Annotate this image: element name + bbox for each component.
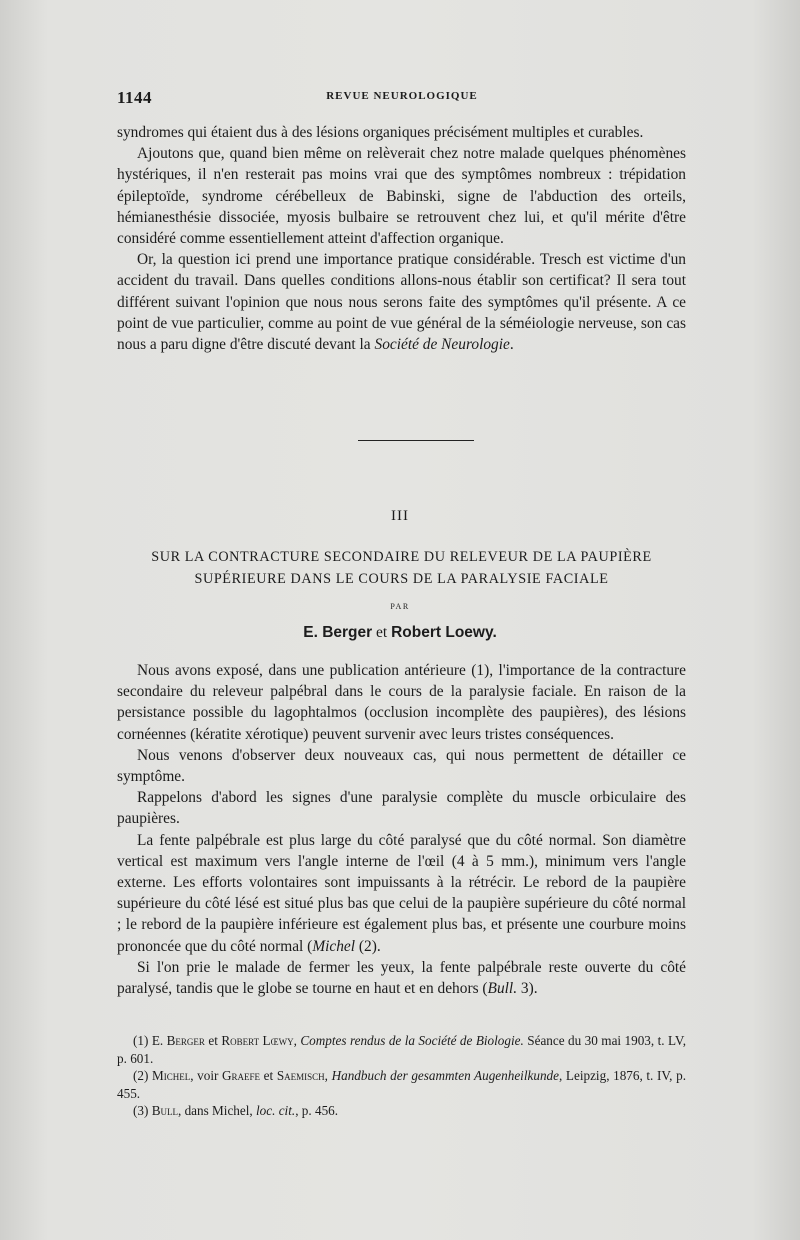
paragraph: La fente palpébrale est plus large du côté paralysé que du côté normal. Son diamètre vertical est maximum vers l'angle interne de l'œil (4 à 5 mm.), minimum vers l'angle externe. Les efforts volontaires sont impuissants à la rétrécir. Le rebord de la paupière supérieure du côté lésé est situé plus bas que celui de la paupière supérieure du côté normal ; le rebord de la paupière inférieure est également plus bas, et présente une courbure moins prononcée que du côté normal (Michel (2). — [117, 831, 686, 955]
article-title-line: SUPÉRIEURE DANS LE COURS DE LA PARALYSIE FACIALE — [194, 571, 609, 587]
author-name: E. Berger — [303, 624, 373, 641]
paragraph: Rappelons d'abord les signes d'une paralysie complète du muscle orbiculaire des paupières. — [117, 789, 686, 828]
article-title-line: SUR LA CONTRACTURE SECONDAIRE DU RELEVEUR DE LA PAUPIÈRE — [151, 549, 652, 565]
article-title — [117, 546, 686, 590]
footnote: (2) Michel, voir Graefe et Saemisch, Handbuch der gesammten Augenheilkunde, Leipzig, 1876, t. IV, p. 455. — [117, 1068, 686, 1101]
footnotes — [117, 1032, 686, 1120]
section-divider — [358, 440, 474, 441]
article-body — [117, 660, 686, 999]
footnote: (1) E. Berger et Robert Lœwy, Comptes rendus de la Société de Biologie. Séance du 30 mai 1903, t. LV, p. 601. — [117, 1033, 687, 1066]
previous-article-ending — [117, 122, 686, 355]
paragraph: Ajoutons que, quand bien même on relèverait chez notre malade quelques phénomènes hystériques, il n'en resterait pas moins vrai que des symptômes nombreux : trépidation épileptoïde, syndrome cérébelleux de Babinski, signe de l'abduction des orteils, hémianesthésie dissociée, myosis bulbaire se retrouvent chez lui, et qu'il mérite d'être considéré comme essentiellement atteint d'affection organique. — [117, 145, 686, 248]
author-name: Robert Loewy. — [391, 624, 497, 641]
author-conjunction: et — [376, 624, 388, 641]
paragraph: Nous venons d'observer deux nouveaux cas, qui nous permettent de détailler ce symptôme. — [117, 746, 686, 786]
byline-par: PAR — [390, 602, 410, 611]
article-authors — [0, 624, 800, 642]
page-number: 1144 — [117, 88, 153, 107]
running-head: REVUE NEUROLOGIQUE — [326, 90, 478, 102]
paragraph: Si l'on prie le malade de fermer les yeux, la fente palpébrale reste ouverte du côté paralysé, tandis que le globe se tourne en haut et en dehors (Bull. 3). — [117, 958, 686, 998]
footnote: (3) Bull, dans Michel, loc. cit., p. 456. — [133, 1103, 339, 1118]
section-number: III — [391, 508, 409, 524]
paragraph: Nous avons exposé, dans une publication antérieure (1), l'importance de la contracture secondaire du releveur palpébral dans le cours de la paralysie faciale. En raison de la persistance possible du lagophtalmos (occlusion incomplète des paupières), des lésions cornéennes (kératite xérotique) peuvent survenir avec leurs tristes conséquences. — [117, 662, 686, 743]
paragraph: Or, la question ici prend une importance pratique considérable. Tresch est victime d'un accident du travail. Dans quelles conditions allons-nous établir son certificat? Il sera tout différent suivant l'opinion que nous nous serons faite des symptômes qu'il présente. A ce point de vue particulier, comme au point de vue général de la séméiologie nerveuse, son cas nous a paru digne d'être discuté devant la Société de Neurologie. — [117, 251, 686, 354]
page-header — [117, 84, 687, 108]
paragraph: syndromes qui étaient dus à des lésions organiques précisément multiples et curables. — [117, 124, 644, 141]
